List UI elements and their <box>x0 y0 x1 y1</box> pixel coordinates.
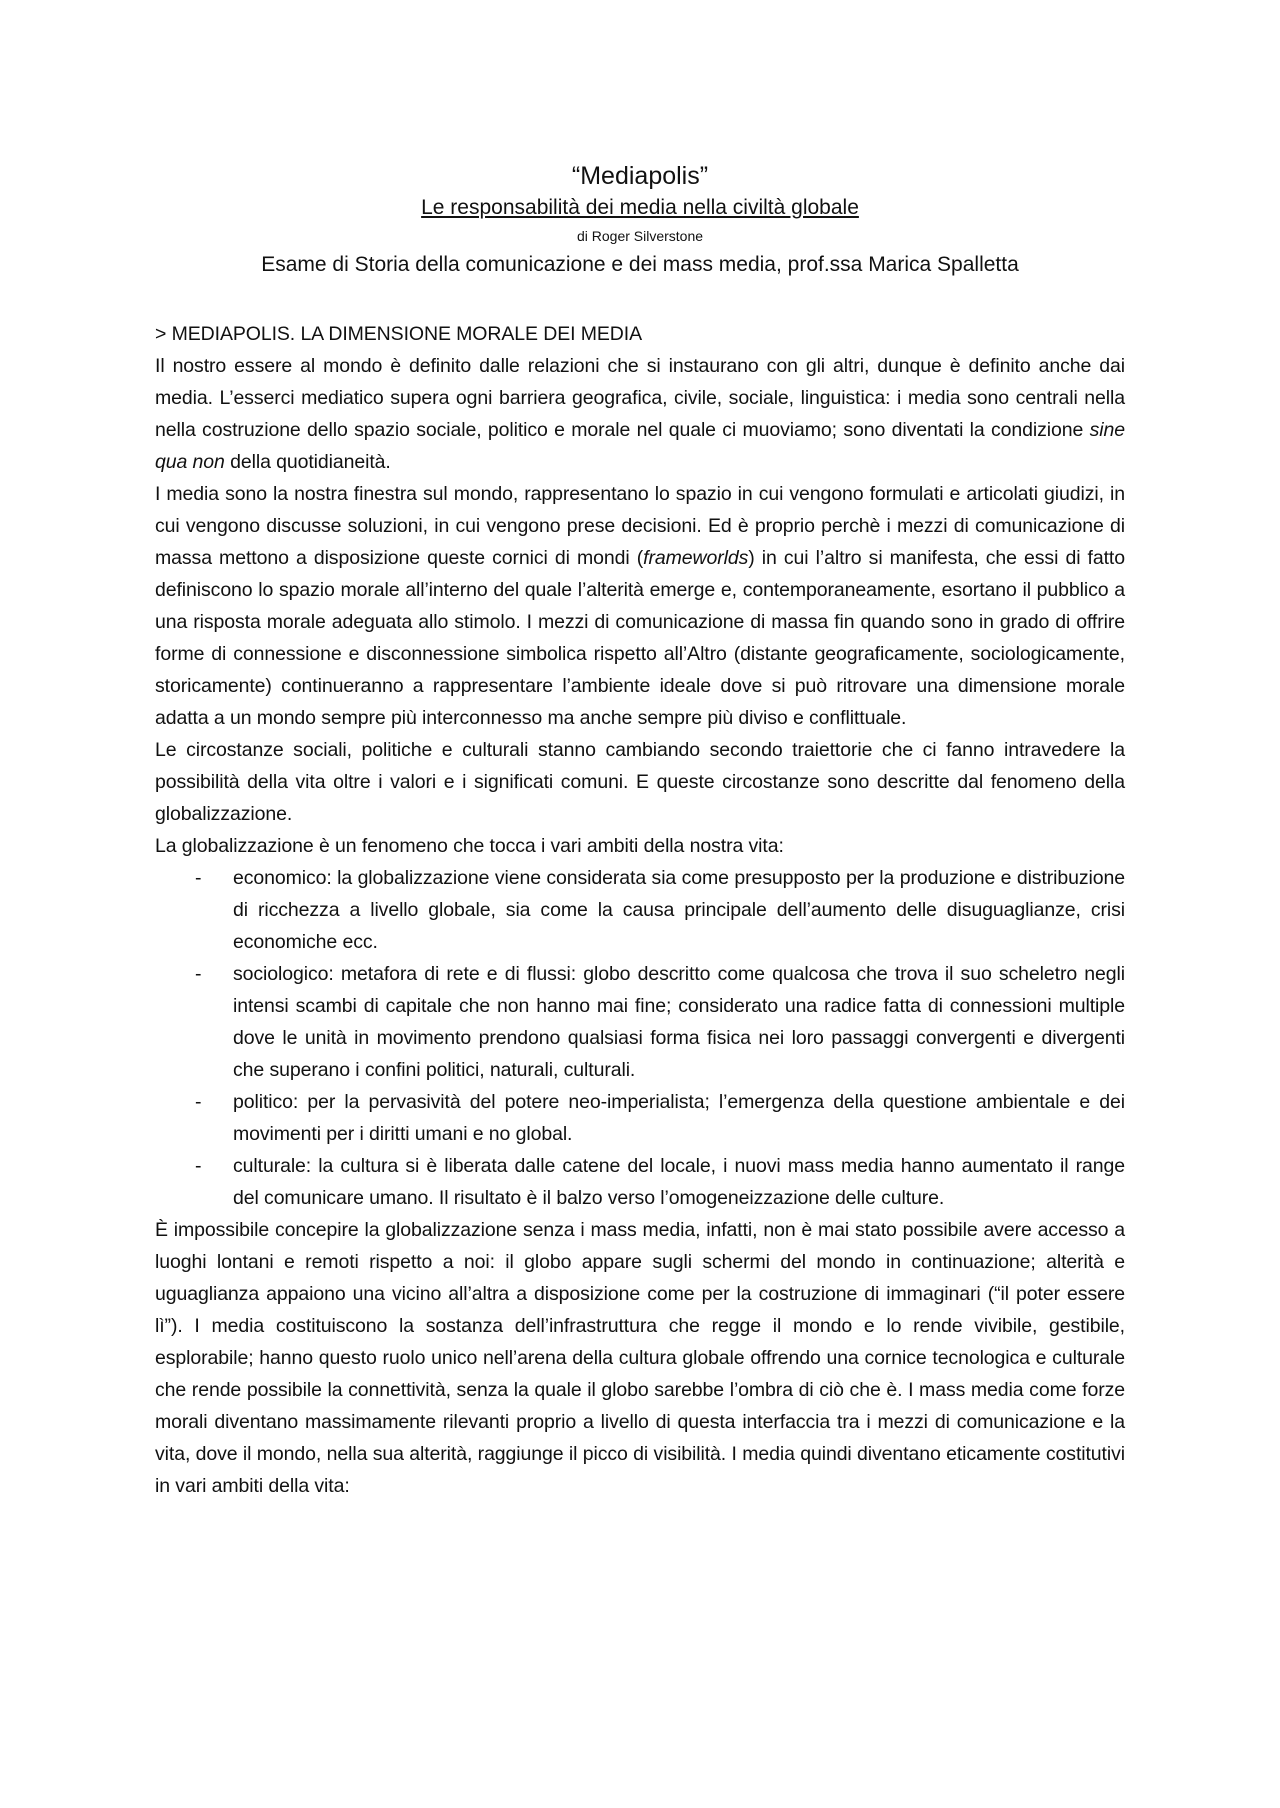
paragraph-1-italic: sine qua non <box>155 419 1125 473</box>
paragraph-2 <box>155 478 1125 734</box>
document-title: “Mediapolis” <box>571 162 709 190</box>
paragraph-1-text: Il nostro essere al mondo è definito dalle relazioni che si instaurano con gli altri, dunque è definito anche dai media. L’esserci mediatico supera ogni barriera geografica, civile, sociale, linguistica: i media sono centrali nella nella costruzione dello spazio sociale, politico e morale nel quale ci muoviamo; sono diventati la condizione <box>155 355 1125 441</box>
globalization-list <box>155 862 1125 1214</box>
document-header <box>155 160 1125 282</box>
paragraph-1 <box>155 350 1125 478</box>
list-item-text: economico: la globalizzazione viene considerata sia come presupposto per la produzione e distribuzione di ricchezza a livello globale, sia come la causa principale dell’aumento delle disuguaglianze, crisi economiche ecc. <box>233 867 1125 953</box>
list-item <box>155 1150 1125 1214</box>
bullet-dash: - <box>195 867 202 889</box>
document-author: di Roger Silverstone <box>576 228 704 244</box>
document-body <box>155 318 1125 1502</box>
paragraph-3: Le circostanze sociali, politiche e culturali stanno cambiando secondo traiettorie che ci fanno intravedere la possibilità della vita oltre i valori e i significati comuni. E queste circostanze sono descritte dal fenomeno della globalizzazione. <box>155 739 1125 825</box>
exam-info: Esame di Storia della comunicazione e dei mass media, prof.ssa Marica Spalletta <box>261 253 1019 276</box>
list-item-text: culturale: la cultura si è liberata dalle catene del locale, i nuovi mass media hanno aumentato il range del comunicare umano. Il risultato è il balzo verso l’omogeneizzazione delle culture. <box>233 1155 1125 1209</box>
paragraph-4: La globalizzazione è un fenomeno che tocca i vari ambiti della nostra vita: <box>155 835 784 857</box>
list-item <box>155 862 1125 958</box>
paragraph-2-end: ) in cui l’altro si manifesta, che essi di fatto definiscono lo spazio morale all’interno del quale l’alterità emerge e, contemporaneamente, esortano il pubblico a una risposta morale adeguata allo stimolo. I mezzi di comunicazione di massa fin quando sono in grado di offrire forme di connessione e disconnessione simbolica rispetto all’Altro (distante geograficamente, sociologicamente, storicamente) continueranno a rappresentare l’ambiente ideale dove si può ritrovare una dimensione morale adatta a un mondo sempre più interconnesso ma anche sempre più diviso e conflittuale. <box>155 547 1125 729</box>
bullet-dash: - <box>195 963 202 985</box>
paragraph-1-end: della quotidianeità. <box>224 451 391 473</box>
list-item-text: politico: per la pervasività del potere neo-imperialista; l’emergenza della questione ambientale e dei movimenti per i diritti umani e no global. <box>233 1091 1125 1145</box>
bullet-dash: - <box>195 1091 202 1113</box>
list-item-text: sociologico: metafora di rete e di flussi: globo descritto come qualcosa che trova il suo scheletro negli intensi scambi di capitale che non hanno mai fine; considerato una radice fatta di connessioni multiple dove le unità in movimento prendono qualsiasi forma fisica nei loro passaggi convergenti e divergenti che superano i confini politici, naturali, culturali. <box>233 963 1125 1081</box>
bullet-dash: - <box>195 1155 202 1177</box>
paragraph-5: È impossibile concepire la globalizzazione senza i mass media, infatti, non è mai stato possibile avere accesso a luoghi lontani e remoti rispetto a noi: il globo appare sugli schermi del mondo in continuazione; alterità e uguaglianza appaiono una vicino all’altra a disposizione come per la costruzione di immaginari (“il poter essere lì”). I media costituiscono la sostanza dell’infrastruttura che regge il mondo e lo rende vivibile, gestibile, esplorabile; hanno questo ruolo unico nell’arena della cultura globale offrendo una cornice tecnologica e culturale che rende possibile la connettività, senza la quale il globo sarebbe l’ombra di ciò che è. I mass media come forze morali diventano massimamente rilevanti proprio a livello di questa interfaccia tra i mezzi di comunicazione e la vita, dove il mondo, nella sua alterità, raggiunge il picco di visibilità. I media quindi diventano eticamente costitutivi in vari ambiti della vita: <box>155 1219 1125 1497</box>
paragraph-2-italic: frameworlds <box>643 547 749 569</box>
section-heading: > MEDIAPOLIS. LA DIMENSIONE MORALE DEI MEDIA <box>155 323 643 345</box>
paragraph-2-text: I media sono la nostra finestra sul mondo, rappresentano lo spazio in cui vengono formulati e articolati giudizi, in cui vengono discusse soluzioni, in cui vengono prese decisioni. Ed è proprio perchè i mezzi di comunicazione di massa mettono a disposizione queste cornici di mondi ( <box>155 483 1125 569</box>
document-subtitle: Le responsabilità dei media nella civiltà globale <box>421 196 859 219</box>
list-item <box>155 1086 1125 1150</box>
list-item <box>155 958 1125 1086</box>
